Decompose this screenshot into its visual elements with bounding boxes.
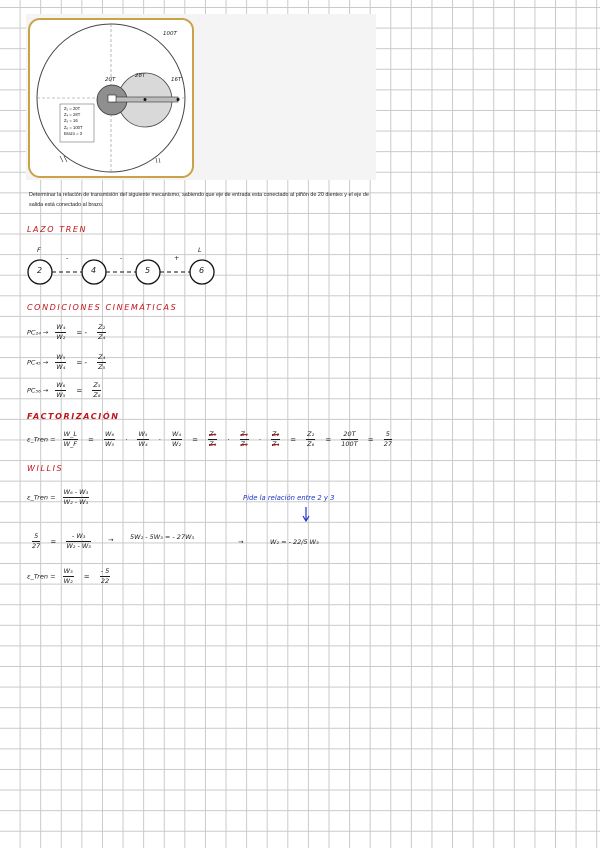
legend-item: Z₂ = 20T (64, 106, 81, 111)
lazo-mark-sign: - (66, 254, 69, 262)
factor-den: Z₆ (307, 440, 315, 448)
factor-num: W₆ (105, 430, 115, 438)
equals-sign: = (192, 435, 198, 444)
lazo-mark-sign: + (174, 254, 180, 262)
willis-label: ε_Tren = (27, 493, 56, 502)
condition-label: PC₂₄ → (27, 328, 49, 337)
condition-rnum: Z₄ (98, 353, 106, 361)
factor-den: W₄ (138, 440, 148, 448)
willis-equation-3 (27, 566, 112, 586)
arrow-icon: → (108, 536, 114, 544)
lazo-node-2: 2 (37, 266, 43, 275)
willis-den: 22 (100, 577, 110, 585)
dot-operator: · (125, 435, 128, 444)
lazo-diagram (24, 246, 224, 290)
factor-den: 100T (341, 440, 358, 448)
section-lazo-tren: LAZO TREN (27, 225, 88, 234)
legend-item: Z₄ = 28T (64, 112, 81, 118)
condition-den: W₅ (56, 391, 66, 399)
condition-rden: Z₄ (98, 333, 106, 341)
willis-note: Pide la relación entre 2 y 3 (243, 494, 335, 502)
mechanism-figure (28, 18, 194, 178)
willis-result: W₂ = - 22/5 W₃ (270, 538, 319, 546)
legend-item: Z₆ = 100T (64, 124, 83, 130)
condition-rden: Z₅ (98, 363, 106, 371)
equals-sign: = (83, 572, 90, 581)
lazo-mark-first: F (37, 246, 41, 254)
section-factorizacion: FACTORIZACIÓN (27, 412, 120, 421)
condition-den: W₂ (56, 333, 66, 341)
factorization-label: ε_Tren = (27, 435, 56, 444)
dot-operator: · (258, 435, 261, 444)
condition-sign: = - (76, 328, 88, 337)
willis-den: 27 (32, 542, 41, 550)
willis-den: W₂ (63, 577, 73, 585)
equals-sign: = (367, 435, 374, 444)
factor-den: Z₆ (209, 440, 217, 448)
condition-rnum: Z₂ (98, 323, 106, 331)
factor-num: Z₅ (209, 430, 217, 438)
legend-item: Brazo = 3 (64, 130, 83, 136)
factor-num: W₄ (171, 430, 181, 438)
legend-item: Z₅ = 16 (64, 118, 78, 124)
section-willis: WILLIS (27, 464, 64, 473)
willis-num: - W₃ (66, 532, 91, 542)
condition-label: PC₅₆ → (27, 386, 49, 395)
factor-den: Z₅ (240, 440, 248, 448)
factor-den: W_F (63, 440, 77, 448)
problem-statement: Determinar la relación de transmisión del siguiente mecanismo, sabiendo que eje de entrada esta conectado al piñón de 20 dientes y el eje de salida está conectado al brazo. (29, 192, 369, 208)
willis-num: 5 (32, 532, 40, 542)
lazo-node-6: 6 (199, 266, 205, 275)
down-arrow-icon (302, 507, 310, 523)
condition-den: W₄ (56, 363, 66, 371)
factor-num: W_L (63, 430, 77, 438)
dot-operator: · (158, 435, 161, 444)
equals-sign: = (88, 435, 94, 444)
factorization-equation (27, 429, 394, 449)
willis-equation-2 (30, 531, 93, 551)
figure-legend (64, 106, 83, 137)
equals-sign: = (325, 435, 332, 444)
factor-num: Z₄ (240, 430, 248, 438)
willis-equation-1 (27, 487, 91, 507)
condition-num: W₆ (56, 381, 66, 389)
gear-label-z5: 16T (171, 77, 182, 83)
lazo-mark-last: L (198, 246, 202, 254)
willis-expression: 5W₂ - 5W₃ = - 27W₃ (130, 533, 195, 541)
lazo-node-4: 4 (91, 266, 97, 275)
condition-num: W₄ (56, 323, 66, 331)
dot-operator: · (227, 435, 230, 444)
condition-row (27, 352, 108, 372)
lazo-node-5: 5 (145, 266, 151, 275)
condition-label: PC₄₅ → (27, 358, 49, 367)
willis-num: W₆ - W₃ (63, 488, 89, 496)
factor-den: W₂ (171, 440, 181, 448)
condition-row (27, 380, 103, 400)
condition-num: W₅ (56, 353, 66, 361)
gear-label-ring: 100T (163, 31, 177, 37)
condition-rden: Z₆ (93, 391, 101, 399)
arrow-icon: → (238, 538, 244, 546)
factor-num: W₅ (138, 430, 148, 438)
factor-den: 27 (383, 440, 393, 448)
willis-num: - 5 (100, 567, 110, 575)
gear-label-z2: 20T (105, 77, 116, 83)
equals-sign: = (290, 435, 297, 444)
equals-sign: = (50, 537, 57, 546)
factor-den: W₅ (105, 440, 115, 448)
condition-rnum: Z₅ (93, 381, 101, 389)
willis-den: W₂ - W₃ (66, 542, 91, 550)
planetary-gear-diagram (30, 20, 192, 176)
factor-num: Z₂ (272, 430, 280, 438)
willis-den: W₂ - W₃ (63, 498, 89, 506)
gear-label-z4: 28T (135, 73, 146, 79)
factor-den: Z₄ (272, 440, 280, 448)
condition-sign: = - (76, 358, 88, 367)
willis-label: ε_Tren = (27, 572, 56, 581)
factor-num: Z₂ (307, 430, 315, 438)
section-condiciones: CONDICIONES CINEMÁTICAS (27, 303, 178, 312)
factor-num: 5 (384, 430, 392, 440)
factor-num: 20T (341, 430, 357, 440)
condition-sign: = (76, 386, 83, 395)
willis-num: W₃ (63, 567, 73, 575)
condition-row (27, 322, 108, 342)
lazo-mark-sign: - (120, 254, 123, 262)
